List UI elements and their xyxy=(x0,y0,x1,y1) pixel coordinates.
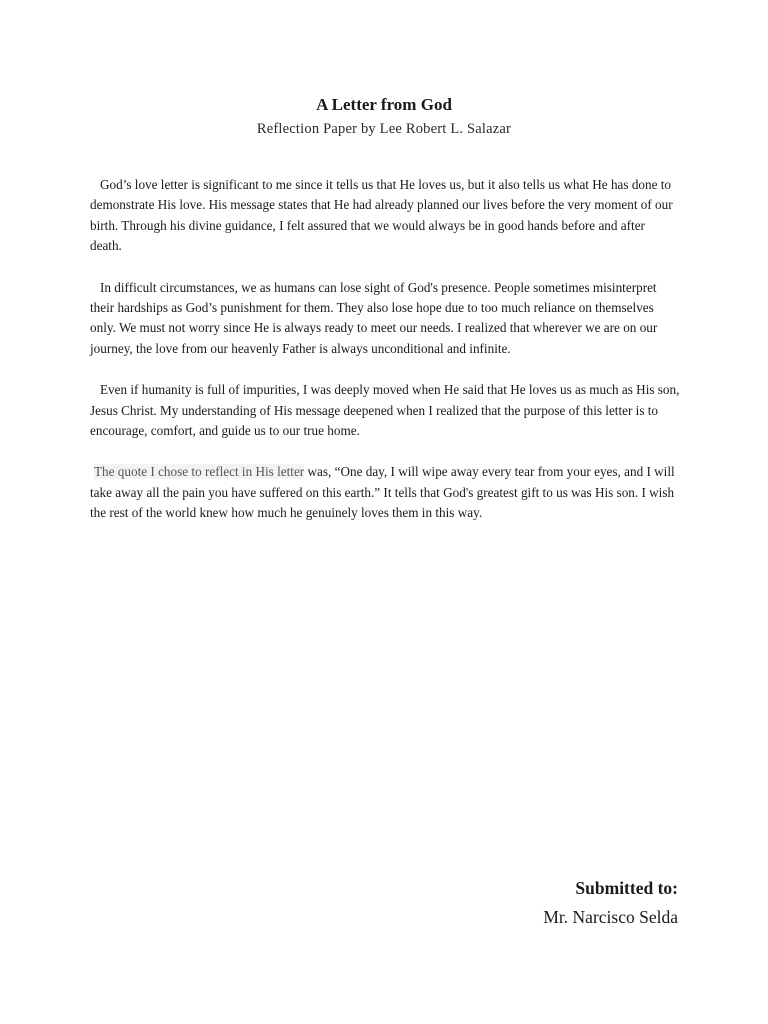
paragraph-2: In difficult circumstances, we as humans can lose sight of God's presence. People sometimes misinterpret their hardships as God’s punishment for them. They also lose hope due to too much reliance on themselves only. We must not worry since He is always ready to meet our needs. I realized that wherever we are on our journey, the love from our heavenly Father is always unconditional and infinite. xyxy=(90,279,658,356)
quote-rest: was, “One day, I will wipe away every tear from your eyes, and I will take away all the pain you have suffered on this earth.” It tells that God's greatest gift to us was His son. I wish the rest of the world knew how much he genuinely loves them in this way. xyxy=(90,464,675,521)
submitted-to-label: Submitted to: xyxy=(575,878,678,898)
document-subtitle: Reflection Paper by Lee Robert L. Salazar xyxy=(256,121,512,137)
document-title: A Letter from God xyxy=(316,95,452,114)
submission-block xyxy=(543,876,678,930)
paragraph-4 xyxy=(90,462,680,523)
document-body xyxy=(90,175,680,545)
quote-lead-highlight: The quote I chose to reflect in His letter xyxy=(94,464,305,480)
submitted-to-name: Mr. Narcisco Selda xyxy=(543,907,678,927)
paragraph-3: Even if humanity is full of impurities, I was deeply moved when He said that He loves us as much as His son, Jesus Christ. My understanding of His message deepened when I realized that the purpose of this letter is to encourage, comfort, and guide us to our true home. xyxy=(90,382,680,439)
paragraph-1: God’s love letter is significant to me since it tells us that He loves us, but it also tells us what He has done to demonstrate His love. His message states that He had already planned our lives before the very moment of our birth. Through his divine guidance, I felt assured that we would always be in good hands before and after death. xyxy=(90,177,673,254)
